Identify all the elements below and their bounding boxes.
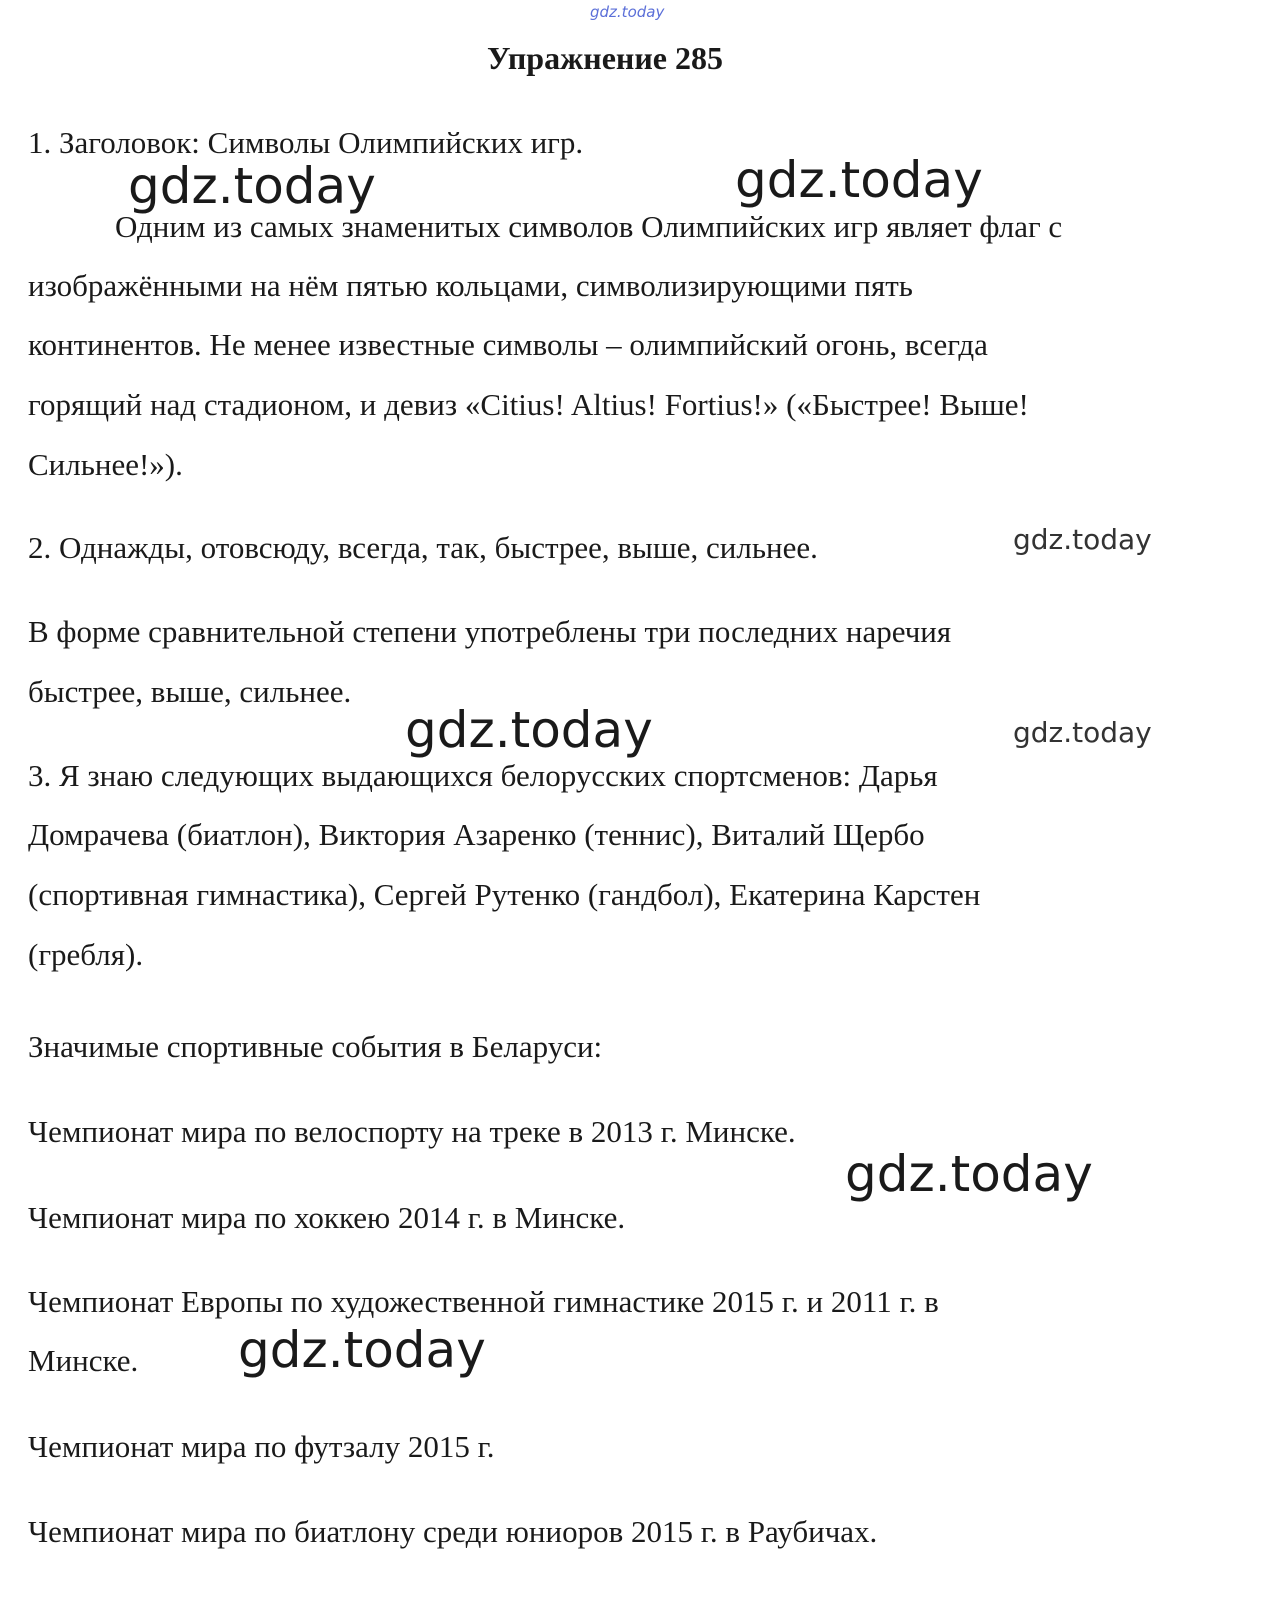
watermark-6: gdz.today [845, 1145, 1093, 1203]
text-line: Чемпионат мира по хоккею 2014 г. в Минске. [28, 1200, 626, 1235]
text-line: Чемпионат мира по футзалу 2015 г. [28, 1429, 495, 1464]
text-line: (спортивная гимнастика), Сергей Рутенко (гандбол), Екатерина Карстен [28, 877, 981, 912]
exercise-title: Упражнение 285 [486, 40, 723, 76]
text-line: 2. Однажды, отовсюду, всегда, так, быстрее, выше, сильнее. [28, 530, 818, 565]
text-line: Чемпионат мира по биатлону среди юниоров 2015 г. в Раубичах. [28, 1514, 878, 1549]
text-line: 1. Заголовок: Символы Олимпийских игр. [28, 125, 584, 160]
watermark-3: gdz.today [1013, 523, 1152, 556]
text-line: горящий над стадионом, и девиз «Citius! Altius! Fortius!» («Быстрее! Выше! [28, 387, 1029, 422]
text-line: континентов. Не менее известные символы – олимпийский огонь, всегда [28, 327, 988, 362]
text-line: Сильнее!»). [28, 447, 183, 482]
watermark-4: gdz.today [405, 701, 653, 759]
text-line: быстрее, выше, сильнее. [28, 674, 352, 709]
text-line: Минске. [28, 1343, 139, 1378]
watermark-1: gdz.today [128, 157, 376, 215]
text-line: Одним из самых знаменитых символов Олимпийских игр являет флаг с [115, 209, 1063, 244]
text-line: изображёнными на нём пятью кольцами, символизирующими пять [28, 268, 913, 303]
text-line: Чемпионат мира по велоспорту на треке в 2013 г. Минске. [28, 1114, 796, 1149]
text-line: (гребля). [28, 937, 144, 972]
text-line: Значимые спортивные события в Беларуси: [28, 1029, 603, 1064]
text-line: В форме сравнительной степени употреблены три последних наречия [28, 614, 952, 649]
watermark-7: gdz.today [238, 1321, 486, 1379]
text-line: Чемпионат Европы по художественной гимнастике 2015 г. и 2011 г. в [28, 1284, 939, 1319]
watermark-5: gdz.today [1013, 716, 1152, 749]
watermark-2: gdz.today [735, 151, 983, 209]
watermark-top: gdz.today [590, 3, 665, 21]
text-line: Домрачева (биатлон), Виктория Азаренко (теннис), Виталий Щербо [28, 817, 925, 852]
text-line: 3. Я знаю следующих выдающихся белорусских спортсменов: Дарья [28, 758, 938, 793]
